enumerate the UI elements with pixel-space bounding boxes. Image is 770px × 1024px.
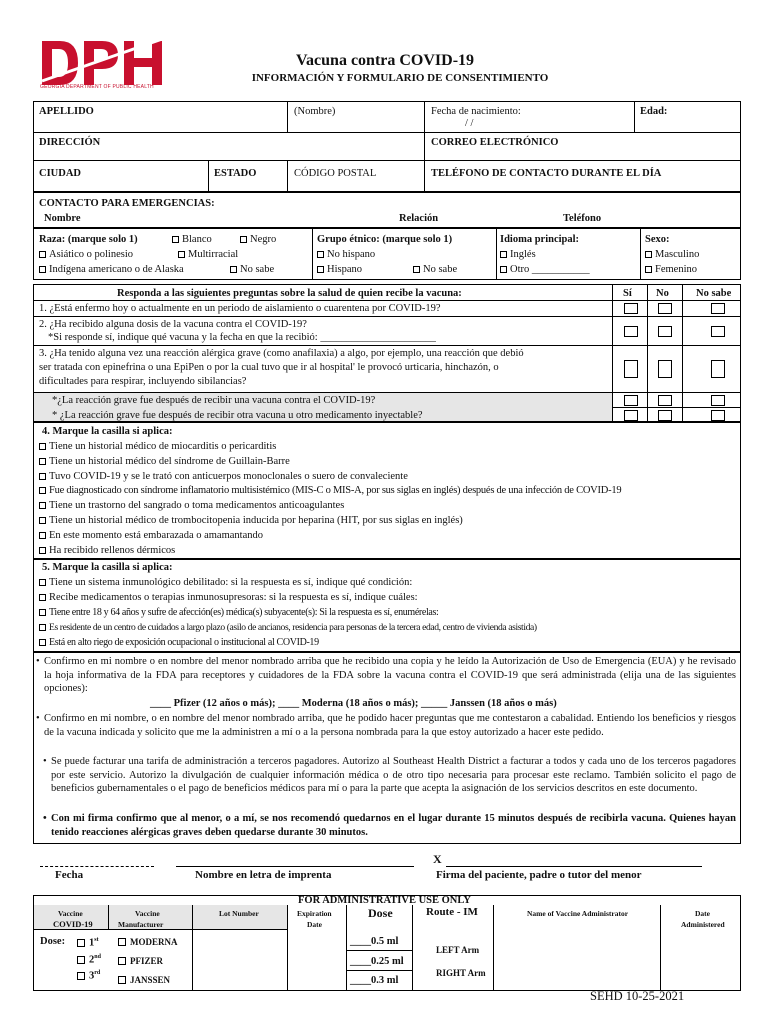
section-4-item-2[interactable]: Tiene un historial médico del síndrome de Guillain-Barre (39, 455, 290, 468)
checkbox[interactable] (645, 251, 652, 258)
section-5-item-5[interactable]: Está en alto riego de exposición ocupacional o institucional al COVID-19 (39, 636, 319, 649)
checkbox[interactable] (172, 236, 179, 243)
checkbox[interactable] (240, 236, 247, 243)
col-vaccine-2: Vaccine (135, 909, 160, 918)
checkbox[interactable] (39, 502, 46, 509)
consent-paragraph-2: • Confirmo en mi nombre, o en nombre del menor nombrado arriba, que he podido hacer preguntas que me contestaron a cabalidad. Entiendo los beneficios y riesgos de la vacuna indicada y solicito que me la administren a mí o a la persona nombrada para la que estoy autorizado a hacer este pedido. (44, 712, 736, 739)
nombre-field[interactable]: (Nombre) (294, 106, 336, 117)
col-date-2: Date (695, 909, 710, 918)
sexo-label: Sexo: (645, 234, 670, 245)
raza-negro[interactable]: Negro (240, 233, 276, 246)
emergency-title: CONTACTO PARA EMERGENCIAS: (39, 198, 215, 209)
route-right-arm[interactable]: RIGHT Arm (436, 968, 486, 978)
moderna-option[interactable]: ____ (278, 698, 300, 709)
raza-label: Raza: (marque solo 1) (39, 234, 138, 245)
q1-si-checkbox[interactable] (624, 303, 638, 314)
checkbox[interactable] (317, 266, 324, 273)
dose-amount-0.3[interactable]: ____0.3 ml (350, 975, 399, 986)
section-4-item-8[interactable]: Ha recibido rellenos dérmicos (39, 544, 175, 557)
edad-field[interactable]: Edad: (640, 106, 668, 117)
q3-no-checkbox[interactable] (658, 360, 672, 378)
col-no: No (656, 288, 669, 299)
q3-si-checkbox[interactable] (624, 360, 638, 378)
question-1: 1. ¿Está enfermo hoy o actualmente en un periodo de aislamiento o cuarentena por COVID-19? (39, 303, 441, 314)
col-vaccine: Vaccine (58, 909, 83, 918)
checkbox[interactable] (39, 547, 46, 554)
sexo-masculino[interactable]: Masculino (645, 248, 699, 261)
birthdate-slashes: / / (465, 118, 474, 129)
checkbox[interactable] (39, 251, 46, 258)
q3e-si-checkbox[interactable] (624, 410, 638, 421)
signature-label[interactable]: Firma del paciente, padre o tutor del menor (436, 869, 642, 881)
emergency-relacion[interactable]: Relación (399, 213, 439, 224)
checkbox[interactable] (118, 976, 126, 984)
dose-2[interactable]: 2nd (77, 951, 101, 967)
section-5-item-3[interactable]: Tiene entre 18 y 64 años y sufre de afección(es) médica(s) subyacente(s): Si la respuesta es sí, enumérelas: (39, 606, 438, 619)
idioma-otro[interactable]: Otro ___________ (500, 263, 590, 276)
section-4-item-3[interactable]: Tuvo COVID-19 y se le trató con anticuerpos monoclonales o suero de convaleciente (39, 470, 408, 483)
checkbox[interactable] (77, 939, 85, 947)
checkbox[interactable] (39, 458, 46, 465)
dose-amount-0.25[interactable]: ____0.25 ml (350, 956, 404, 967)
checkbox[interactable] (39, 609, 46, 616)
checkbox[interactable] (500, 251, 507, 258)
idioma-ingles[interactable]: Inglés (500, 248, 536, 261)
emergency-nombre[interactable]: Nombre (44, 213, 81, 224)
section-5-item-1[interactable]: Tiene un sistema inmunológico debilitado: si la respuesta es sí, indique qué condición: (39, 576, 412, 589)
section-4-item-5[interactable]: Tiene un trastorno del sangrado o toma medicamentos anticoagulantes (39, 499, 344, 512)
signature-x: X (433, 852, 442, 866)
col-exp-date: Date (307, 920, 322, 929)
checkbox[interactable] (39, 624, 46, 631)
sexo-femenino[interactable]: Femenino (645, 263, 697, 276)
apellido-field[interactable]: APELLIDO (39, 106, 94, 117)
section-4-item-7[interactable]: En este momento está embarazada o amamantando (39, 529, 263, 542)
q1-no-checkbox[interactable] (658, 303, 672, 314)
page-subtitle: INFORMACIÓN Y FORMULARIO DE CONSENTIMIENTO (251, 72, 549, 84)
consent-paragraph-3: • Se puede facturar una tarifa de administración a terceros pagadores. Autorizo al Southeast Health District a facturar a todos y cada uno de los terceros pagadores por este servicio. Autorizo la divulgación de cualquier información médica o de otro tipo necesaria para procesar este reclamo. También solicito el pago de beneficios gubernamentales o el pago de beneficios médicos para mí o para la parte que acepta la asignación de los servicios descritos en este documento. (51, 755, 736, 796)
ciudad-field[interactable]: CIUDAD (39, 168, 81, 179)
checkbox[interactable] (77, 956, 85, 964)
question-3d: *¿La reacción grave fue después de recibir una vacuna contra el COVID-19? (52, 395, 376, 406)
question-3a: 3. ¿Ha tenido alguna vez una reacción alérgica grave (como anafilaxia) a algo, por ejemplo, una reacción que debió (39, 348, 524, 359)
checkbox[interactable] (39, 443, 46, 450)
q3e-no-checkbox[interactable] (658, 410, 672, 421)
dose-amount-0.5[interactable]: ____0.5 ml (350, 936, 399, 947)
q3-nosabe-checkbox[interactable] (711, 360, 725, 378)
mfr-janssen[interactable]: JANSSEN (118, 974, 170, 987)
question-3b: ser tratada con epinefrina o una EpiPen o por la cual tuvo que ir al hospital' le provocó urticaria, hinchazón, o (39, 362, 499, 373)
mfr-pfizer[interactable]: PFIZER (118, 955, 163, 968)
print-name-label[interactable]: Nombre en letra de imprenta (195, 869, 332, 881)
q3e-nosabe-checkbox[interactable] (711, 410, 725, 421)
idioma-label: Idioma principal: (500, 234, 580, 245)
raza-indigena[interactable]: Indígena americano o de Alaska (39, 263, 184, 276)
section-4-item-6[interactable]: Tiene un historial médico de trombocitopenia inducida por heparina (HIT, por sus siglas en inglés) (39, 514, 463, 527)
dose-3[interactable]: 3rd (77, 967, 100, 983)
question-3e: * ¿La reacción grave fue después de recibir otra vacuna u otro medicamento inyectable? (52, 410, 423, 421)
q2-si-checkbox[interactable] (624, 326, 638, 337)
q2-no-checkbox[interactable] (658, 326, 672, 337)
checkbox[interactable] (178, 251, 185, 258)
checkbox[interactable] (39, 532, 46, 539)
col-route: Route - IM (426, 906, 478, 918)
col-manufacturer: Manufacturer (118, 920, 164, 929)
checkbox[interactable] (39, 266, 46, 273)
correo-field[interactable]: CORREO ELECTRÓNICO (431, 137, 559, 148)
raza-multirracial[interactable]: Multirracial (178, 248, 238, 261)
checkbox[interactable] (39, 639, 46, 646)
checkbox[interactable] (500, 266, 507, 273)
q1-nosabe-checkbox[interactable] (711, 303, 725, 314)
raza-asiatico[interactable]: Asiático o polinesio (39, 248, 133, 261)
section-4-item-4[interactable]: Fue diagnosticado con síndrome inflamatorio multisistémico (MIS-C o MIS-A, por sus siglas en inglés) después de una infección de COVID-19 (39, 484, 621, 497)
checkbox[interactable] (645, 266, 652, 273)
fecha-label[interactable]: Fecha (55, 869, 84, 881)
col-administrator-name: Name of Vaccine Administrator (527, 909, 629, 918)
section-4-item-1[interactable]: Tiene un historial médico de miocarditis o pericarditis (39, 440, 276, 453)
page-title: Vacuna contra COVID-19 (295, 52, 475, 69)
col-covid: COVID-19 (53, 919, 93, 929)
question-3c: dificultades para respirar, incluyendo sibilancias? (39, 376, 247, 387)
checkbox[interactable] (317, 251, 324, 258)
etnico-no-hispano[interactable]: No hispano (317, 248, 375, 261)
raza-no-sabe[interactable]: No sabe (230, 263, 274, 276)
col-si: Sí (623, 288, 632, 299)
question-2a: 2. ¿Ha recibido alguna dosis de la vacuna contra el COVID-19? (39, 319, 307, 330)
section-5-title: 5. Marque la casilla si aplica: (42, 562, 173, 573)
q3d-si-checkbox[interactable] (624, 395, 638, 406)
question-2b: *Si responde sí, indique qué vacuna y la fecha en que la recibió: ______________________ (48, 332, 436, 343)
etnico-label: Grupo étnico: (marque solo 1) (317, 234, 453, 245)
emergency-telefono[interactable]: Teléfono (563, 213, 602, 224)
col-dose: Dose (368, 906, 393, 920)
checkbox[interactable] (39, 594, 46, 601)
section-5-item-2[interactable]: Recibe medicamentos o terapias inmunosupresoras: si la respuesta es sí, indique cuáles: (39, 591, 418, 604)
checkbox[interactable] (118, 957, 126, 965)
etnico-hispano[interactable]: Hispano (317, 263, 362, 276)
raza-blanco[interactable]: Blanco (172, 233, 212, 246)
col-lot-number: Lot Number (219, 909, 259, 918)
section-4-title: 4. Marque la casilla si aplica: (42, 426, 173, 437)
telefono-field[interactable]: TELÉFONO DE CONTACTO DURANTE EL DÍA (431, 168, 662, 179)
checkbox[interactable] (39, 473, 46, 480)
col-administered: Administered (681, 920, 725, 929)
mfr-moderna[interactable]: MODERNA (118, 936, 178, 949)
route-left-arm[interactable]: LEFT Arm (436, 945, 480, 955)
janssen-option[interactable]: _____ (421, 698, 448, 709)
admin-title: FOR ADMINISTRATIVE USE ONLY (298, 895, 471, 906)
consent-paragraph-1: • Confirmo en mi nombre o en nombre del menor nombrado arriba que he recibido una copia y he leído la Autorización de Uso de Emergencia (EUA) y he revisado la hoja informativa de la FDA para receptores y cuidadores de la FDA sobre la vacuna contra el COVID-19 que será administrada (elija una de las siguientes opciones): (44, 655, 736, 696)
birthdate-field[interactable]: Fecha de nacimiento: (431, 106, 521, 117)
logo-subtitle: GEORGIA DEPARTMENT OF PUBLIC HEALTH (40, 84, 154, 90)
vaccine-choice-line: ____ Pfizer (12 años o más); ____ Moderna (18 años o más); _____ Janssen (18 años o más) (150, 698, 557, 709)
checkbox[interactable] (39, 517, 46, 524)
checkbox[interactable] (77, 972, 85, 980)
checkbox[interactable] (39, 487, 46, 494)
checkbox[interactable] (230, 266, 237, 273)
dose-1[interactable]: 1st (77, 934, 99, 950)
checkbox[interactable] (39, 579, 46, 586)
direccion-field[interactable]: DIRECCIÓN (39, 137, 101, 148)
col-expiration: Expiration (297, 909, 332, 918)
questions-header: Responda a las siguientes preguntas sobre la salud de quien recibe la vacuna: (117, 288, 462, 299)
q3d-nosabe-checkbox[interactable] (711, 395, 725, 406)
checkbox[interactable] (118, 938, 126, 946)
dose-label: Dose: (40, 936, 66, 947)
col-no-sabe: No sabe (696, 288, 732, 299)
form-code: SEHD 10-25-2021 (590, 989, 685, 1003)
checkbox[interactable] (413, 266, 420, 273)
section-5-item-4[interactable]: Es residente de un centro de cuidados a largo plazo (asilo de ancianos, residencia para personas de la tercera edad, centro de vivienda asistida) (39, 621, 537, 634)
q3d-no-checkbox[interactable] (658, 395, 672, 406)
consent-paragraph-4: • Con mi firma confirmo que al menor, o a mí, se nos recomendó quedarnos en el lugar durante 15 minutos después de recibirla vacuna. Quienes hayan tenido reacciones alérgicas graves deben quedarse durante 30 minutos. (51, 812, 736, 839)
q2-nosabe-checkbox[interactable] (711, 326, 725, 337)
estado-field[interactable]: ESTADO (214, 168, 257, 179)
codigo-postal-field[interactable]: CÓDIGO POSTAL (294, 168, 377, 179)
pfizer-option[interactable]: ____ (150, 698, 171, 709)
etnico-no-sabe[interactable]: No sabe (413, 263, 457, 276)
